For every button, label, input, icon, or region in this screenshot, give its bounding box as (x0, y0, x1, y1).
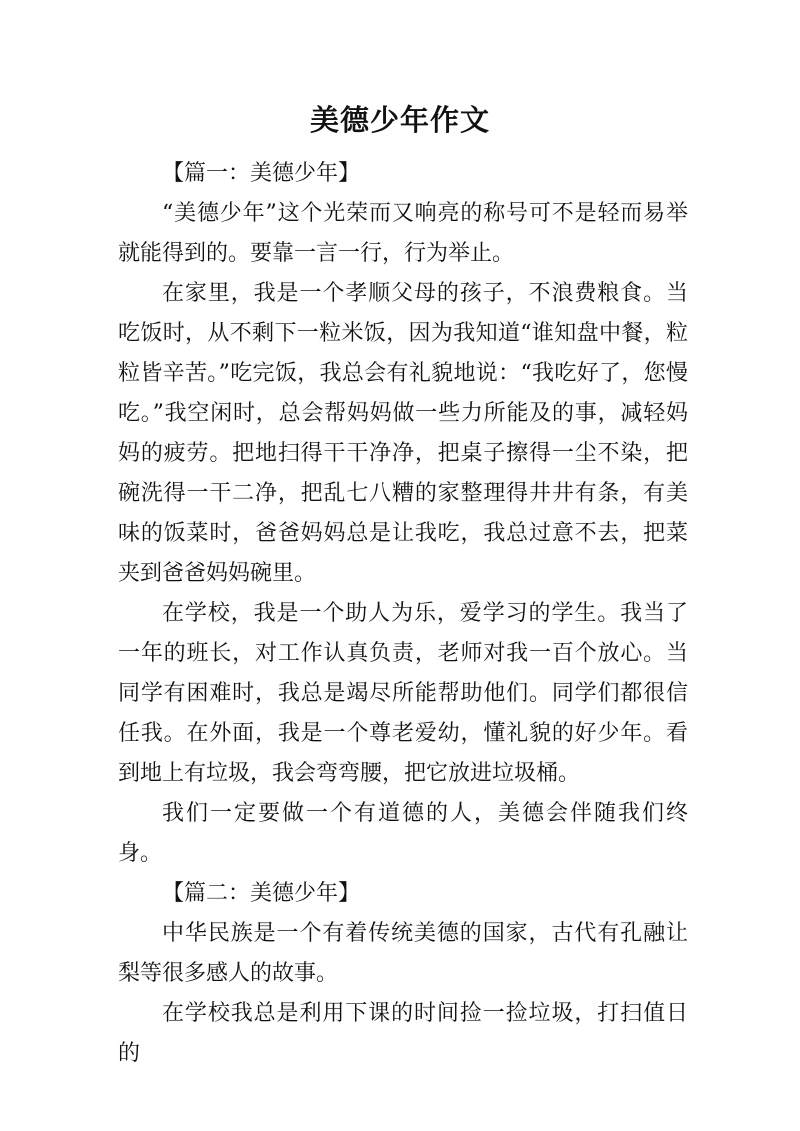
paragraph: 中华民族是一个有着传统美德的国家，古代有孔融让梨等很多感人的故事。 (118, 921, 688, 986)
document-title: 美德少年作文 (309, 103, 490, 137)
section-heading: 【篇二：美德少年】 (162, 881, 361, 906)
paragraph: 我们一定要做一个有道德的人，美德会伴随我们终身。 (118, 801, 688, 866)
paragraph: 在家里，我是一个孝顺父母的孩子，不浪费粮食。当吃饭时，从不剩下一粒米饭，因为我知道“谁知盘中餐，粒粒皆辛苦。”吃完饭，我总会有礼貌地说：“我吃好了，您慢吃。”我空闲时，总会帮妈妈做一些力所能及的事，减轻妈妈的疲劳。把地扫得干干净净，把桌子擦得一尘不染，把碗洗得一干二净，把乱七八糟的家整理得井井有条，有美味的饭菜时，爸爸妈妈总是让我吃，我总过意不去，把菜夹到爸爸妈妈碗里。 (118, 281, 688, 586)
paragraph: 在学校我总是利用下课的时间捡一捡垃圾，打扫值日的 (118, 1001, 688, 1066)
document-body (118, 154, 688, 1074)
paragraph: “美德少年”这个光荣而又响亮的称号可不是轻而易举就能得到的。要靠一言一行，行为举止。 (118, 201, 688, 266)
paragraph: 在学校，我是一个助人为乐，爱学习的学生。我当了一年的班长，对工作认真负责，老师对我一百个放心。当同学有困难时，我总是竭尽所能帮助他们。同学们都很信任我。在外面，我是一个尊老爱幼，懂礼貌的好少年。看到地上有垃圾，我会弯弯腰，把它放进垃圾桶。 (118, 601, 688, 786)
section-heading: 【篇一：美德少年】 (162, 161, 361, 186)
